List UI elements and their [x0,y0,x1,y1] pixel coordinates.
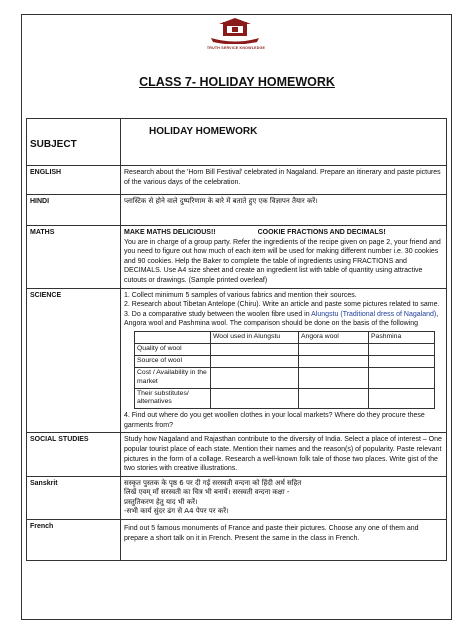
row-social-studies [27,433,447,476]
science-alungstu-link: Alungstu (Traditional dress of Nagaland) [311,310,437,318]
wool-cell [299,367,369,388]
task-sanskrit [121,476,447,519]
wool-row [135,343,435,355]
task-hindi: प्लास्टिक से होने वाले दुष्परिणाम के बारे में बताते हुए एक विज्ञापन तैयार करें। [121,195,447,226]
wool-cell [299,343,369,355]
subject-english: ENGLISH [27,166,121,195]
wool-cell [369,388,435,409]
wool-row-label: Their substitutes/ alternatives [135,388,211,409]
task-social-studies: Study how Nagaland and Rajasthan contribute to the diversity of India. Select a place of interest – One popular tourist place of each state. Mention their names and the reason(s) of popularity. Paste relevant pictures in the form of a collage. Research a well-known folk tale of those two places. Write gist of the two stories with creative illustrations. [121,433,447,476]
science-item-2: 2. Research about Tibetan Antelope (Chiru). Write an article and paste some pictures related to same. [124,301,440,309]
wool-row-label: Quality of wool [135,343,211,355]
row-french [27,520,447,561]
row-sanskrit [27,476,447,519]
sanskrit-line: सस्कृत पुस्तक के पृष्ठ 6 पर दी गई सरस्वती वन्दना को हिंदी अर्थ सहित [124,478,302,487]
wool-cell [299,355,369,367]
wool-cell [369,355,435,367]
wool-header-cell: Pashmina [369,331,435,343]
wool-header-cell: Angora wool [299,331,369,343]
science-item-3-text: 3. Do a comparative study between the woolen fibre used in [124,310,312,318]
table-header-row [27,119,447,166]
wool-cell [211,343,299,355]
row-english [27,166,447,195]
logo-caption: TRUTH SERVICE KNOWLEDGE [206,46,266,50]
wool-row [135,355,435,367]
task-maths [121,226,447,289]
wool-row [135,388,435,409]
homework-header: HOLIDAY HOMEWORK [121,119,447,166]
page-title: CLASS 7- HOLIDAY HOMEWORK [139,75,335,89]
science-item-3 [124,310,443,329]
task-french: Find out 5 famous monuments of France and paste their pictures. Choose any one of them and prepare a short talk on it in French. Present the same in the class in French. [121,520,447,561]
row-maths [27,226,447,289]
subject-sanskrit: Sanskrit [27,476,121,519]
sanskrit-line: लिखें एवम् माँ सरस्वती का चित्र भी बनायें। सरस्वती वन्दना कक्षा - [124,488,290,497]
wool-header-row [135,331,435,343]
maths-heading-left: MAKE MATHS DELICIOUS!! [124,229,216,236]
wool-cell [211,388,299,409]
wool-row-label: Cost / Availability in the market [135,367,211,388]
sanskrit-line: -सभी कार्य सुंदर ढंग से A4 पेपर पर करें। [124,507,229,516]
subject-hindi: HINDI [27,195,121,226]
subject-science: SCIENCE [27,288,121,433]
science-item-4: 4. Find out where do you get woollen clothes in your local markets? Where do they procure these garments from? [124,412,425,429]
wool-cell [211,355,299,367]
wool-row-label: Source of wool [135,355,211,367]
wool-header-cell: Wool used in Alungstu [211,331,299,343]
task-science [121,288,447,433]
task-english: Research about the 'Horn Bill Festival' celebrated in Nagaland. Prepare an itinerary and paste pictures of the various days of the celebration. [121,166,447,195]
row-science [27,288,447,433]
subject-french: French [27,520,121,561]
science-item-3-text-b: , Angora wool and Pashmina wool. The comparison should be done on the [124,310,439,328]
maths-text: You are in charge of a group party. Refer the ingredients of the recipe given on page 2, your friend and you need to figure out how much of each item will be used for making different number i.e. 30 cookies and 90 cookies. Help the Baker to complete the table of ingredients using FRACTIONS and DECIMALS. Use A4 size sheet and create an ingredient list with table of quantity using attractive cutouts or drawings. (Sample printed overleaf) [124,238,441,284]
wool-header-cell [135,331,211,343]
wool-row [135,367,435,388]
science-item-3-text-c: basis of the following [353,320,419,328]
subject-header: SUBJECT [27,119,121,166]
homework-table [26,118,447,561]
wool-cell [369,367,435,388]
maths-heading-right: COOKIE FRACTIONS AND DECIMALS! [257,229,386,236]
wool-cell [211,367,299,388]
subject-maths: MATHS [27,226,121,289]
wool-comparison-table [134,331,435,409]
science-item-1: 1. Collect minimum 5 samples of various fabrics and mention their sources. [124,291,357,299]
wool-cell [299,388,369,409]
row-hindi [27,195,447,226]
school-logo [205,18,265,44]
sanskrit-line: प्रस्तुतिकरण हेतु याद भी करें। [124,497,198,506]
wool-cell [369,343,435,355]
subject-social-studies: SOCIAL STUDIES [27,433,121,476]
